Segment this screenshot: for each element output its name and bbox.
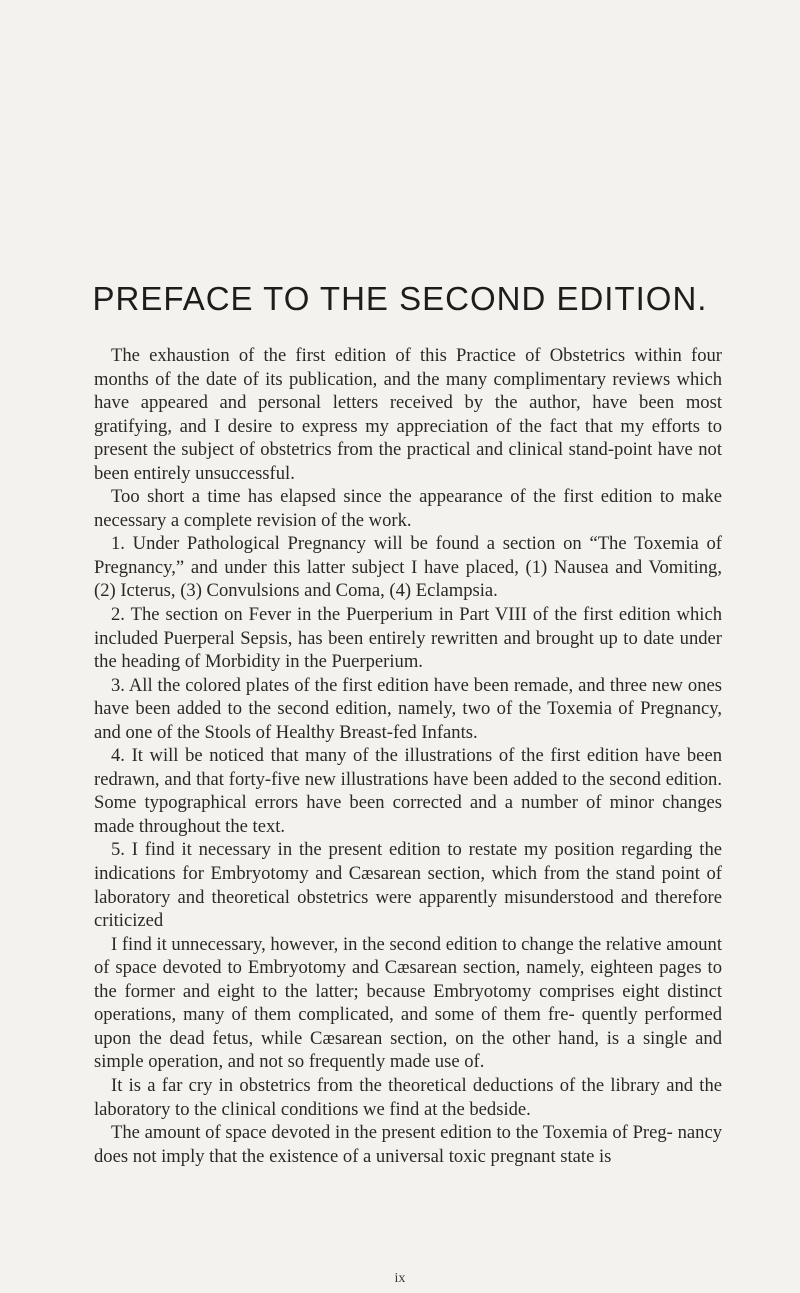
paragraph-4: 2. The section on Fever in the Puerperium in Part VIII of the first edition which included Puerperal Sepsis, has been entirely rewritten and brought up to date under the heading of Morbidity in the Puerperium.: [94, 604, 722, 673]
page-title: PREFACE TO THE SECOND EDITION.: [92, 280, 708, 318]
paragraph-3: 1. Under Pathological Pregnancy will be found a section on “The Toxemia of Pregnancy,” and under this latter subject I have placed, (1) Nausea and Vomiting, (2) Icterus, (3) Convulsions and Coma, (4) Eclampsia.: [94, 533, 722, 602]
paragraph-9: It is a far cry in obstetrics from the theoretical deductions of the library and the laboratory to the clinical conditions we find at the bedside.: [94, 1074, 722, 1120]
paragraph-10: The amount of space devoted in the present edition to the Toxemia of Preg- nancy does not imply that the existence of a universal toxic pregnant state is: [94, 1122, 722, 1167]
paragraph-2: Too short a time has elapsed since the appearance of the first edition to make necessary a complete revision of the work.: [94, 486, 722, 531]
paragraph-7: 5. I find it necessary in the present edition to restate my position regarding the indications for Embryotomy and Cæsarean section, which from the stand point of laboratory and theoretical obstetrics were apparently misunderstood and therefore criticized: [94, 839, 722, 932]
page-number: ix: [394, 1271, 406, 1286]
preface-body: [94, 344, 722, 1168]
paragraph-5: 3. All the colored plates of the first edition have been remade, and three new ones have been added to the second edition, namely, two of the Toxemia of Pregnancy, and one of the Stools of Healthy Breast-fed Infants.: [94, 674, 722, 743]
paragraph-6: 4. It will be noticed that many of the illustrations of the first edition have been redrawn, and that forty-five new illustrations have been added to the second edition. Some typographical errors have been corrected and a number of minor changes made throughout the text.: [94, 745, 722, 837]
paragraph-8: I find it unnecessary, however, in the second edition to change the relative amount of space devoted to Embryotomy and Cæsarean section, namely, eighteen pages to the former and eight to the latter; because Embryotomy comprises eight distinct operations, many of them complicated, and some of them fre- quently performed upon the dead fetus, while Cæsarean section, on the other hand, is a single and simple operation, and not so frequently made use of.: [94, 933, 722, 1073]
paragraph-1: The exhaustion of the first edition of this Practice of Obstetrics within four months of the date of its publication, and the many complimentary reviews which have appeared and personal letters received by the author, have been most gratifying, and I desire to express my appreciation of the fact that my efforts to present the subject of obstetrics from the practical and clinical stand-point have not been entirely unsuccessful.: [94, 345, 722, 484]
